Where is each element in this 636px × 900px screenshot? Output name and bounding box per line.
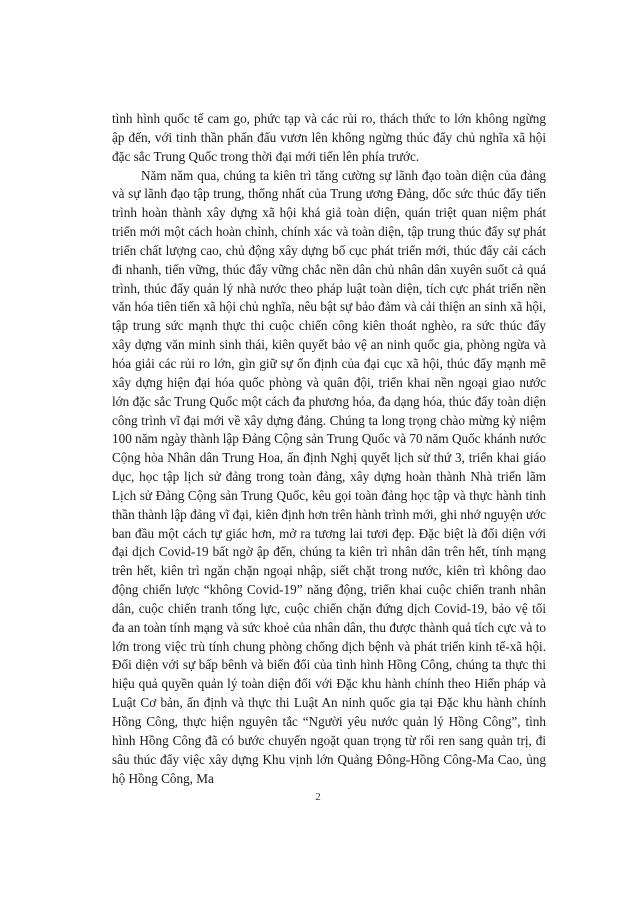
page-number: 2 xyxy=(315,791,321,803)
paragraph: Năm năm qua, chúng ta kiên trì tăng cường sự lãnh đạo toàn diện của đảng và sự lãnh đạo tập trung, thống nhất của Trung ương Đảng, dốc sức thúc đẩy tiến trình hoàn thành xây dựng xã hội khá giả toàn diện, quán triệt quan niệm phát triển mới một cách hoàn chỉnh, chính xác và toàn diện, tập trung thúc đẩy sự phát triển chất lượng cao, chủ động xây dựng bố cục phát triển mới, thúc đẩy cải cách đi nhanh, tiến vững, thúc đẩy vững chắc nền dân chủ nhân dân xuyên suốt cả quá trình, thúc đẩy quản lý nhà nước theo pháp luật toàn diện, tích cực phát triển nền văn hóa tiên tiến xã hội chủ nghĩa, nêu bật sự bảo đảm và cải thiện an sinh xã hội, tập trung sức mạnh thực thi cuộc chiến công kiên thoát nghèo, ra sức thúc đẩy xây dựng văn minh sinh thái, kiên quyết bảo vệ an ninh quốc gia, phòng ngừa và hóa giải các rủi ro lớn, gìn giữ sự ổn định của đại cục xã hội, thúc đẩy mạnh mẽ xây dựng hiện đại hóa quốc phòng và quân đội, triển khai nền ngoại giao nước lớn đặc sắc Trung Quốc một cách đa phương hóa, đa dạng hóa, thúc đẩy toàn diện công trình vĩ đại mới về xây dựng đảng. Chúng ta long trọng chào mừng kỷ niệm 100 năm ngày thành lập Đảng Cộng sản Trung Quốc và 70 năm Quốc khánh nước Cộng hòa Nhân dân Trung Hoa, ấn định Nghị quyết lịch sử thứ 3, triển khai giáo dục, học tập lịch sử đảng trong toàn đảng, xây dựng hoàn thành Nhà triển lãm Lịch sử Đảng Cộng sản Trung Quốc, kêu gọi toàn đảng học tập và thực hành tinh thần thành lập đảng vĩ đại, kiên định hơn trên hành trình mới, ghi nhớ nguyện ước ban đầu một cách tự giác hơn, mở ra tương lai tươi đẹp. Đặc biệt là đối diện với đại dịch Covid-19 bất ngờ ập đến, chúng ta kiên trì nhân dân trên hết, tính mạng trên hết, kiên trì ngăn chặn ngoại nhập, siết chặt trong nước, kiên trì không dao động chiến lược “không Covid-19” năng động, triển khai cuộc chiến tranh nhân dân, cuộc chiến tranh tổng lực, cuộc chiến chặn đứng dịch Covid-19, bảo vệ tối đa an toàn tính mạng và sức khoẻ của nhân dân, thu được thành quả tích cực và to lớn trong việc trù tính chung phòng chống dịch bệnh và phát triển kinh tế-xã hội. Đối diện với sự bấp bênh và biến đổi của tình hình Hồng Công, chúng ta thực thi hiệu quả quyền quản lý toàn diện đối với Đặc khu hành chính theo Hiến pháp và Luật Cơ bản, ấn định và thực thi Luật An ninh quốc gia tại Đặc khu hành chính Hồng Công, thực hiện nguyên tắc “Người yêu nước quản lý Hồng Công”, tình hình Hồng Công đã có bước chuyển ngoặt quan trọng từ rối ren sang quản trị, đi sâu thúc đẩy việc xây dựng Khu vịnh lớn Quảng Đông-Hồng Công-Ma Cao, ủng hộ Hồng Công, Ma xyxy=(112,167,546,786)
body-text xyxy=(112,110,546,788)
paragraph-continuation: tình hình quốc tế cam go, phức tạp và các rủi ro, thách thức to lớn không ngừng ập đến, với tinh thần phấn đấu vươn lên không ngừng thúc đẩy chủ nghĩa xã hội đặc sắc Trung Quốc trong thời đại mới tiến lên phía trước. xyxy=(112,111,546,164)
